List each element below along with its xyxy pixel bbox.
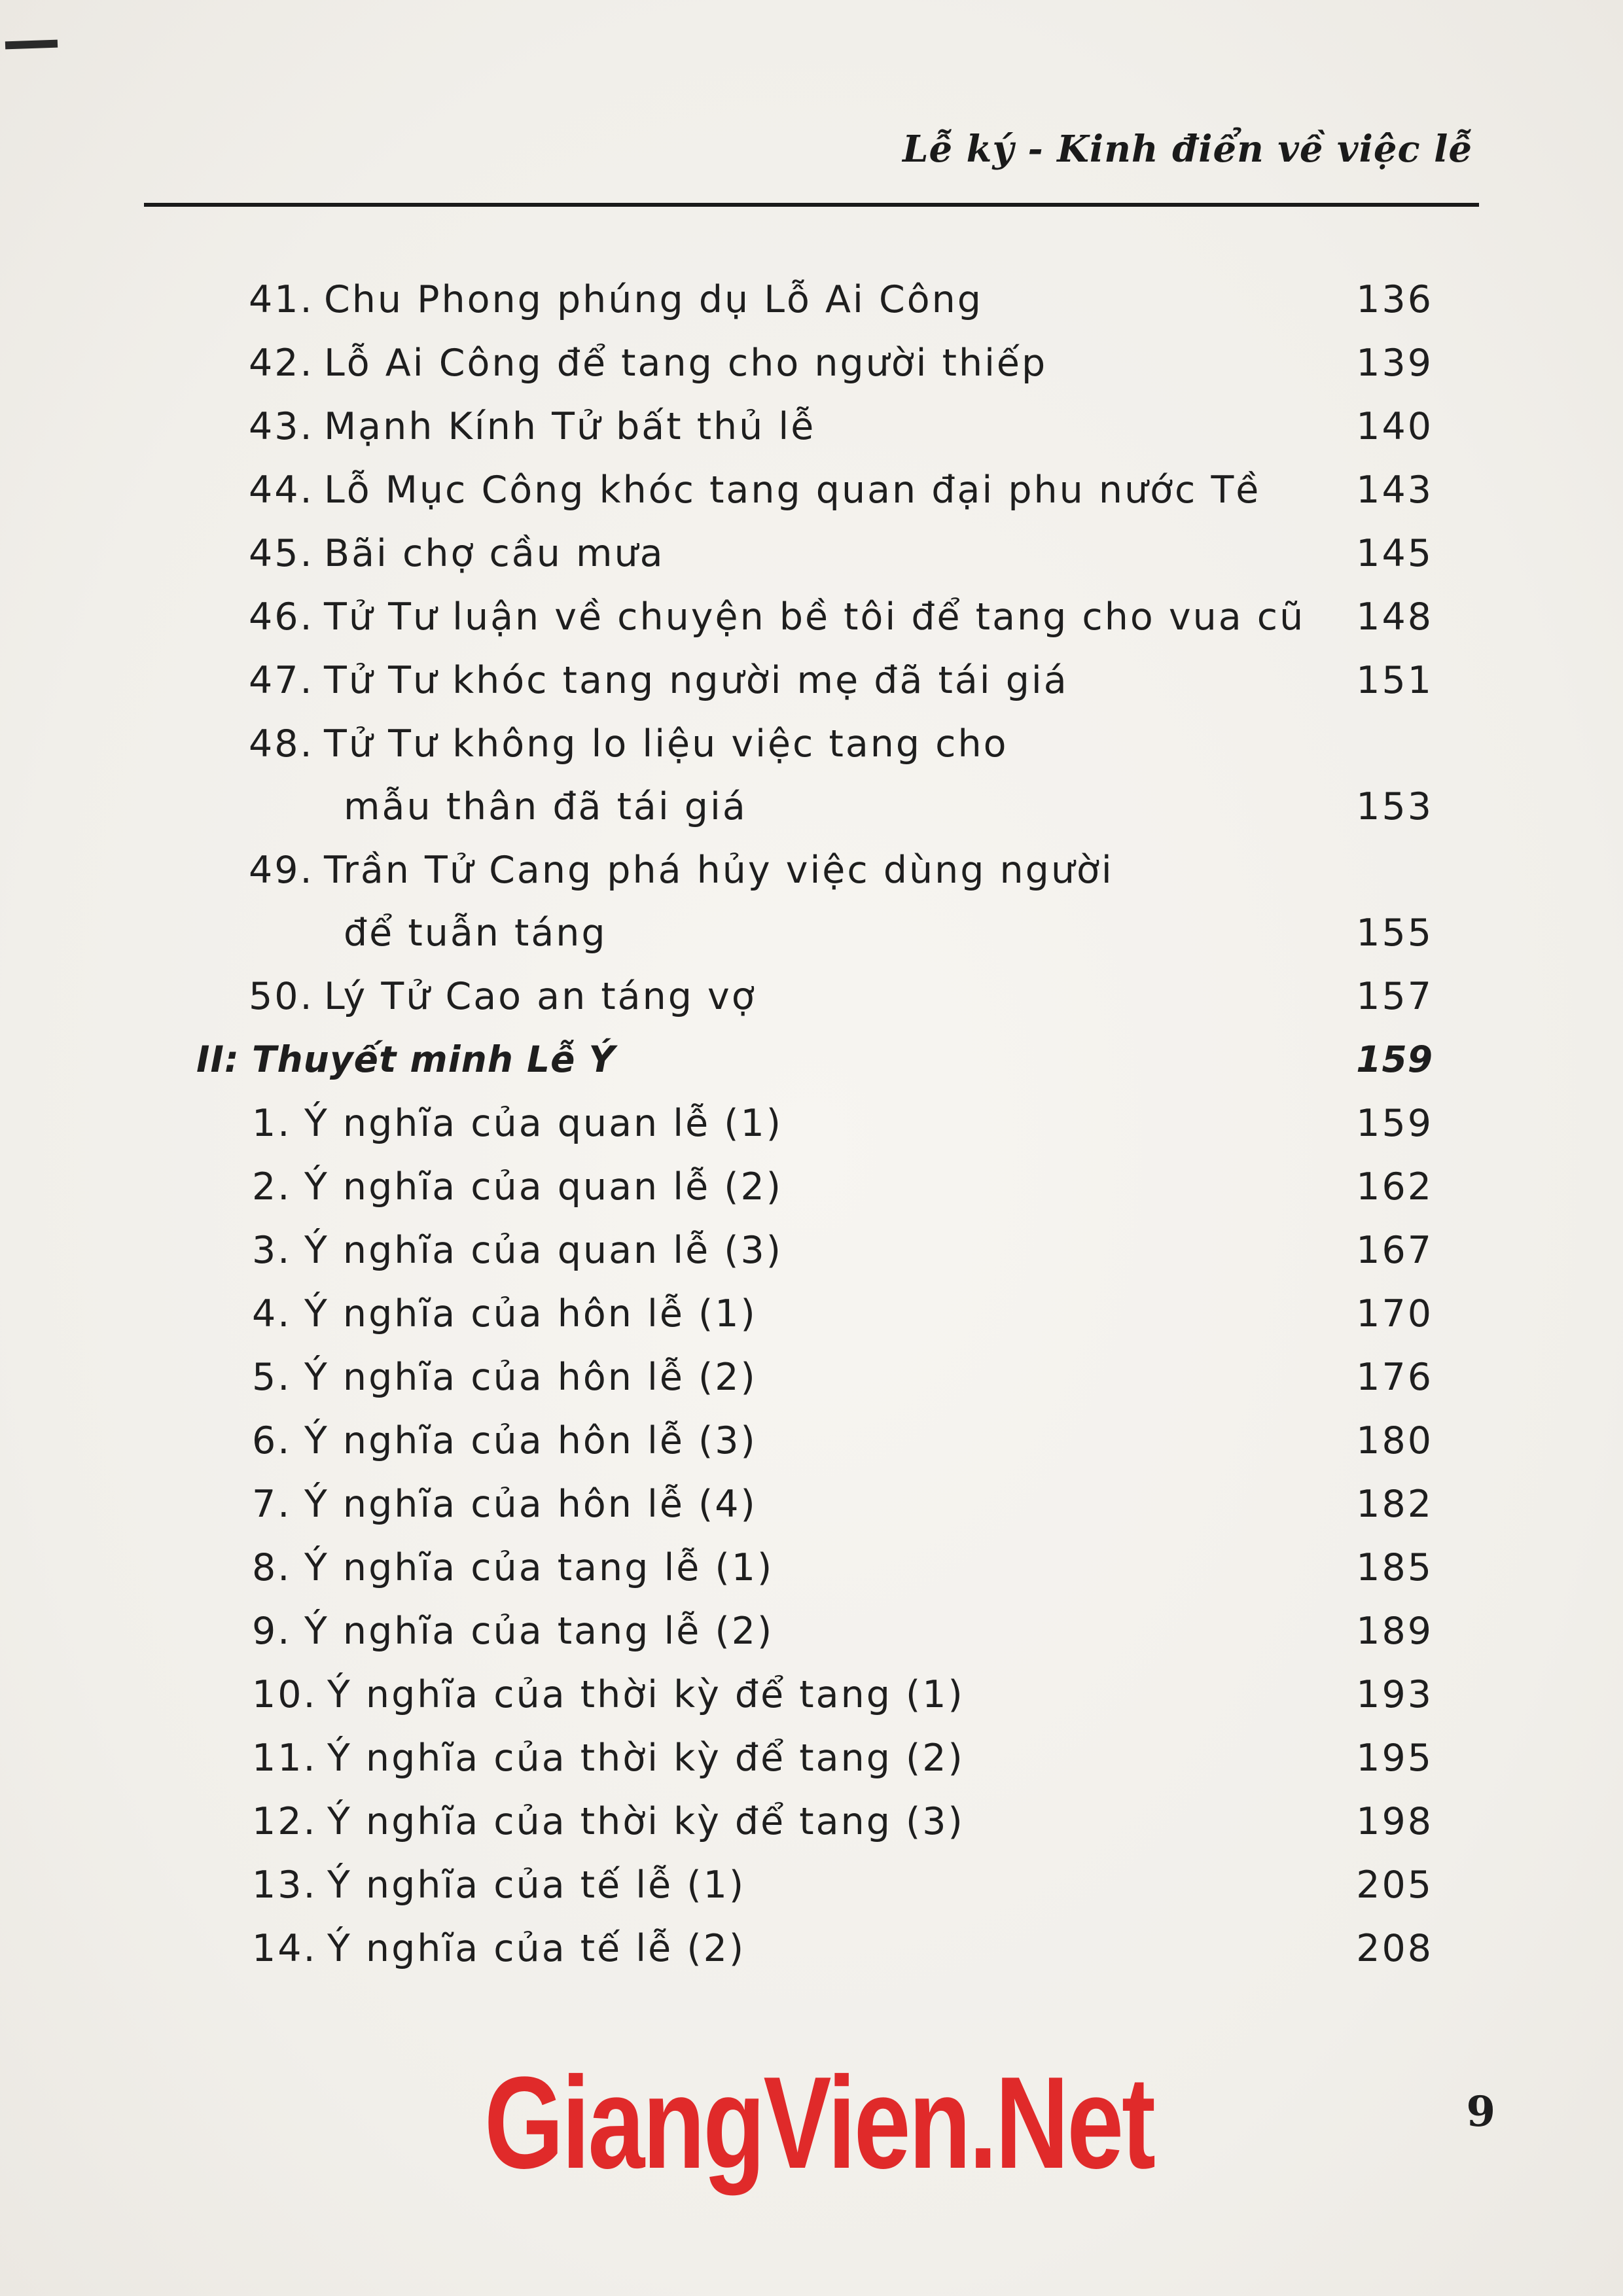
toc-entry[interactable] [190,532,1472,595]
header-rule [144,203,1479,207]
toc-entry[interactable] [190,1673,1472,1737]
section-title: Thuyết minh Lễ Ý [252,1038,616,1080]
entry-number: 7. [252,1483,292,1526]
entry-number: 10. [252,1673,317,1716]
entry-number: 43. [249,405,314,448]
entry-title: Lỗ Mục Công khóc tang quan đại phu nước Tề [324,468,1261,512]
entry-title: Ý nghĩa của quan lễ (1) [304,1102,783,1145]
entry-title: Ý nghĩa của thời kỳ để tang (3) [327,1800,965,1843]
entry-number: 48. [249,722,314,766]
entry-number: 42. [249,342,314,385]
toc-entry[interactable] [190,1863,1472,1927]
entry-number: 41. [249,278,314,321]
toc-entry[interactable] [190,849,1472,975]
entry-title: Lỗ Ai Công để tang cho người thiếp [324,342,1048,385]
entry-page: 139 [1356,342,1433,385]
toc-entry[interactable] [190,1610,1472,1673]
entry-title-continuation: để tuẫn táng [344,911,607,955]
entry-title: Ý nghĩa của tế lễ (2) [327,1927,746,1970]
entry-page: 153 [1356,785,1433,828]
toc-entry[interactable] [190,468,1472,532]
entry-page: 195 [1356,1737,1433,1780]
entry-number: 1. [252,1102,292,1145]
entry-page: 145 [1356,532,1433,575]
entry-title: Trần Tử Cang phá hủy việc dùng người [324,849,1114,892]
entry-page: 140 [1356,405,1433,448]
entry-number: 11. [252,1737,317,1780]
entry-page: 208 [1356,1927,1433,1970]
entry-number: 13. [252,1863,317,1907]
entry-number: 46. [249,595,314,639]
toc-entry[interactable] [190,1927,1472,1990]
page-number: 9 [1466,2087,1495,2136]
entry-title: Ý nghĩa của tế lễ (1) [327,1863,746,1907]
entry-page: 159 [1356,1102,1433,1145]
toc-entry[interactable] [190,595,1472,659]
toc-entry[interactable] [190,278,1472,342]
entry-title: Ý nghĩa của thời kỳ để tang (2) [327,1737,965,1780]
entry-title: Ý nghĩa của hôn lễ (4) [304,1483,757,1526]
entry-number: 8. [252,1546,292,1589]
toc-entry[interactable] [190,1483,1472,1546]
table-of-contents [190,278,1472,1990]
toc-entry[interactable] [190,1419,1472,1483]
section-number: II: [196,1038,240,1080]
toc-entry[interactable] [190,1800,1472,1863]
entry-page: 185 [1356,1546,1433,1589]
toc-entry[interactable] [190,1356,1472,1419]
entry-page: 157 [1356,975,1433,1018]
entry-page: 176 [1356,1356,1433,1399]
toc-entry[interactable] [190,1165,1472,1229]
entry-title: Ý nghĩa của hôn lễ (2) [304,1356,757,1399]
entry-title: Lý Tử Cao an táng vợ [324,975,757,1018]
toc-entry[interactable] [190,975,1472,1038]
entry-page: 148 [1356,595,1433,639]
entry-number: 4. [252,1292,292,1335]
entry-page: 189 [1356,1610,1433,1653]
entry-title: Ý nghĩa của thời kỳ để tang (1) [327,1673,965,1716]
watermark-logo: GiangVien.Net [484,2050,1154,2196]
entry-page: 170 [1356,1292,1433,1335]
toc-entry[interactable] [190,342,1472,405]
entry-title: Mạnh Kính Tử bất thủ lễ [324,405,816,448]
entry-title: Tử Tư khóc tang người mẹ đã tái giá [324,659,1069,702]
entry-number: 9. [252,1610,292,1653]
entry-page: 182 [1356,1483,1433,1526]
entry-title: Ý nghĩa của hôn lễ (3) [304,1419,757,1462]
toc-entry[interactable] [190,1546,1472,1610]
entry-number: 45. [249,532,314,575]
entry-page: 143 [1356,468,1433,512]
entry-number: 47. [249,659,314,702]
entry-title: Tử Tư không lo liệu việc tang cho [324,722,1008,766]
toc-entry[interactable] [190,1229,1472,1292]
toc-entry[interactable] [190,405,1472,468]
entry-title: Ý nghĩa của tang lễ (2) [304,1610,774,1653]
entry-page: 162 [1356,1165,1433,1209]
entry-title: Ý nghĩa của quan lễ (3) [304,1229,783,1272]
entry-page: 193 [1356,1673,1433,1716]
entry-page: 151 [1356,659,1433,702]
entry-page: 155 [1356,911,1433,955]
entry-number: 49. [249,849,314,892]
entry-title: Ý nghĩa của quan lễ (2) [304,1165,783,1209]
running-header: Lễ ký - Kinh điển về việc lễ [902,128,1472,171]
entry-title: Bãi chợ cầu mưa [324,532,665,575]
scan-corner-mark [5,40,58,50]
entry-page: 180 [1356,1419,1433,1462]
entry-title: Chu Phong phúng dụ Lỗ Ai Công [324,278,983,321]
entry-number: 50. [249,975,314,1018]
entry-page: 198 [1356,1800,1433,1843]
entry-number: 12. [252,1800,317,1843]
entry-title: Tử Tư luận về chuyện bề tôi để tang cho vua cũ [324,595,1306,639]
entry-page: 205 [1356,1863,1433,1907]
entry-number: 14. [252,1927,317,1970]
entry-number: 6. [252,1419,292,1462]
entry-page: 136 [1356,278,1433,321]
toc-entry[interactable] [190,1737,1472,1800]
entry-number: 2. [252,1165,292,1209]
entry-page: 167 [1356,1229,1433,1272]
toc-section-heading[interactable] [190,1038,1472,1102]
toc-entry[interactable] [190,1102,1472,1165]
entry-number: 5. [252,1356,292,1399]
toc-entry[interactable] [190,659,1472,722]
entry-title-continuation: mẫu thân đã tái giá [344,785,747,828]
section-page: 159 [1356,1038,1433,1080]
entry-number: 44. [249,468,314,512]
entry-title: Ý nghĩa của hôn lễ (1) [304,1292,757,1335]
toc-entry[interactable] [190,1292,1472,1356]
toc-entry[interactable] [190,722,1472,849]
entry-number: 3. [252,1229,292,1272]
entry-title: Ý nghĩa của tang lễ (1) [304,1546,774,1589]
